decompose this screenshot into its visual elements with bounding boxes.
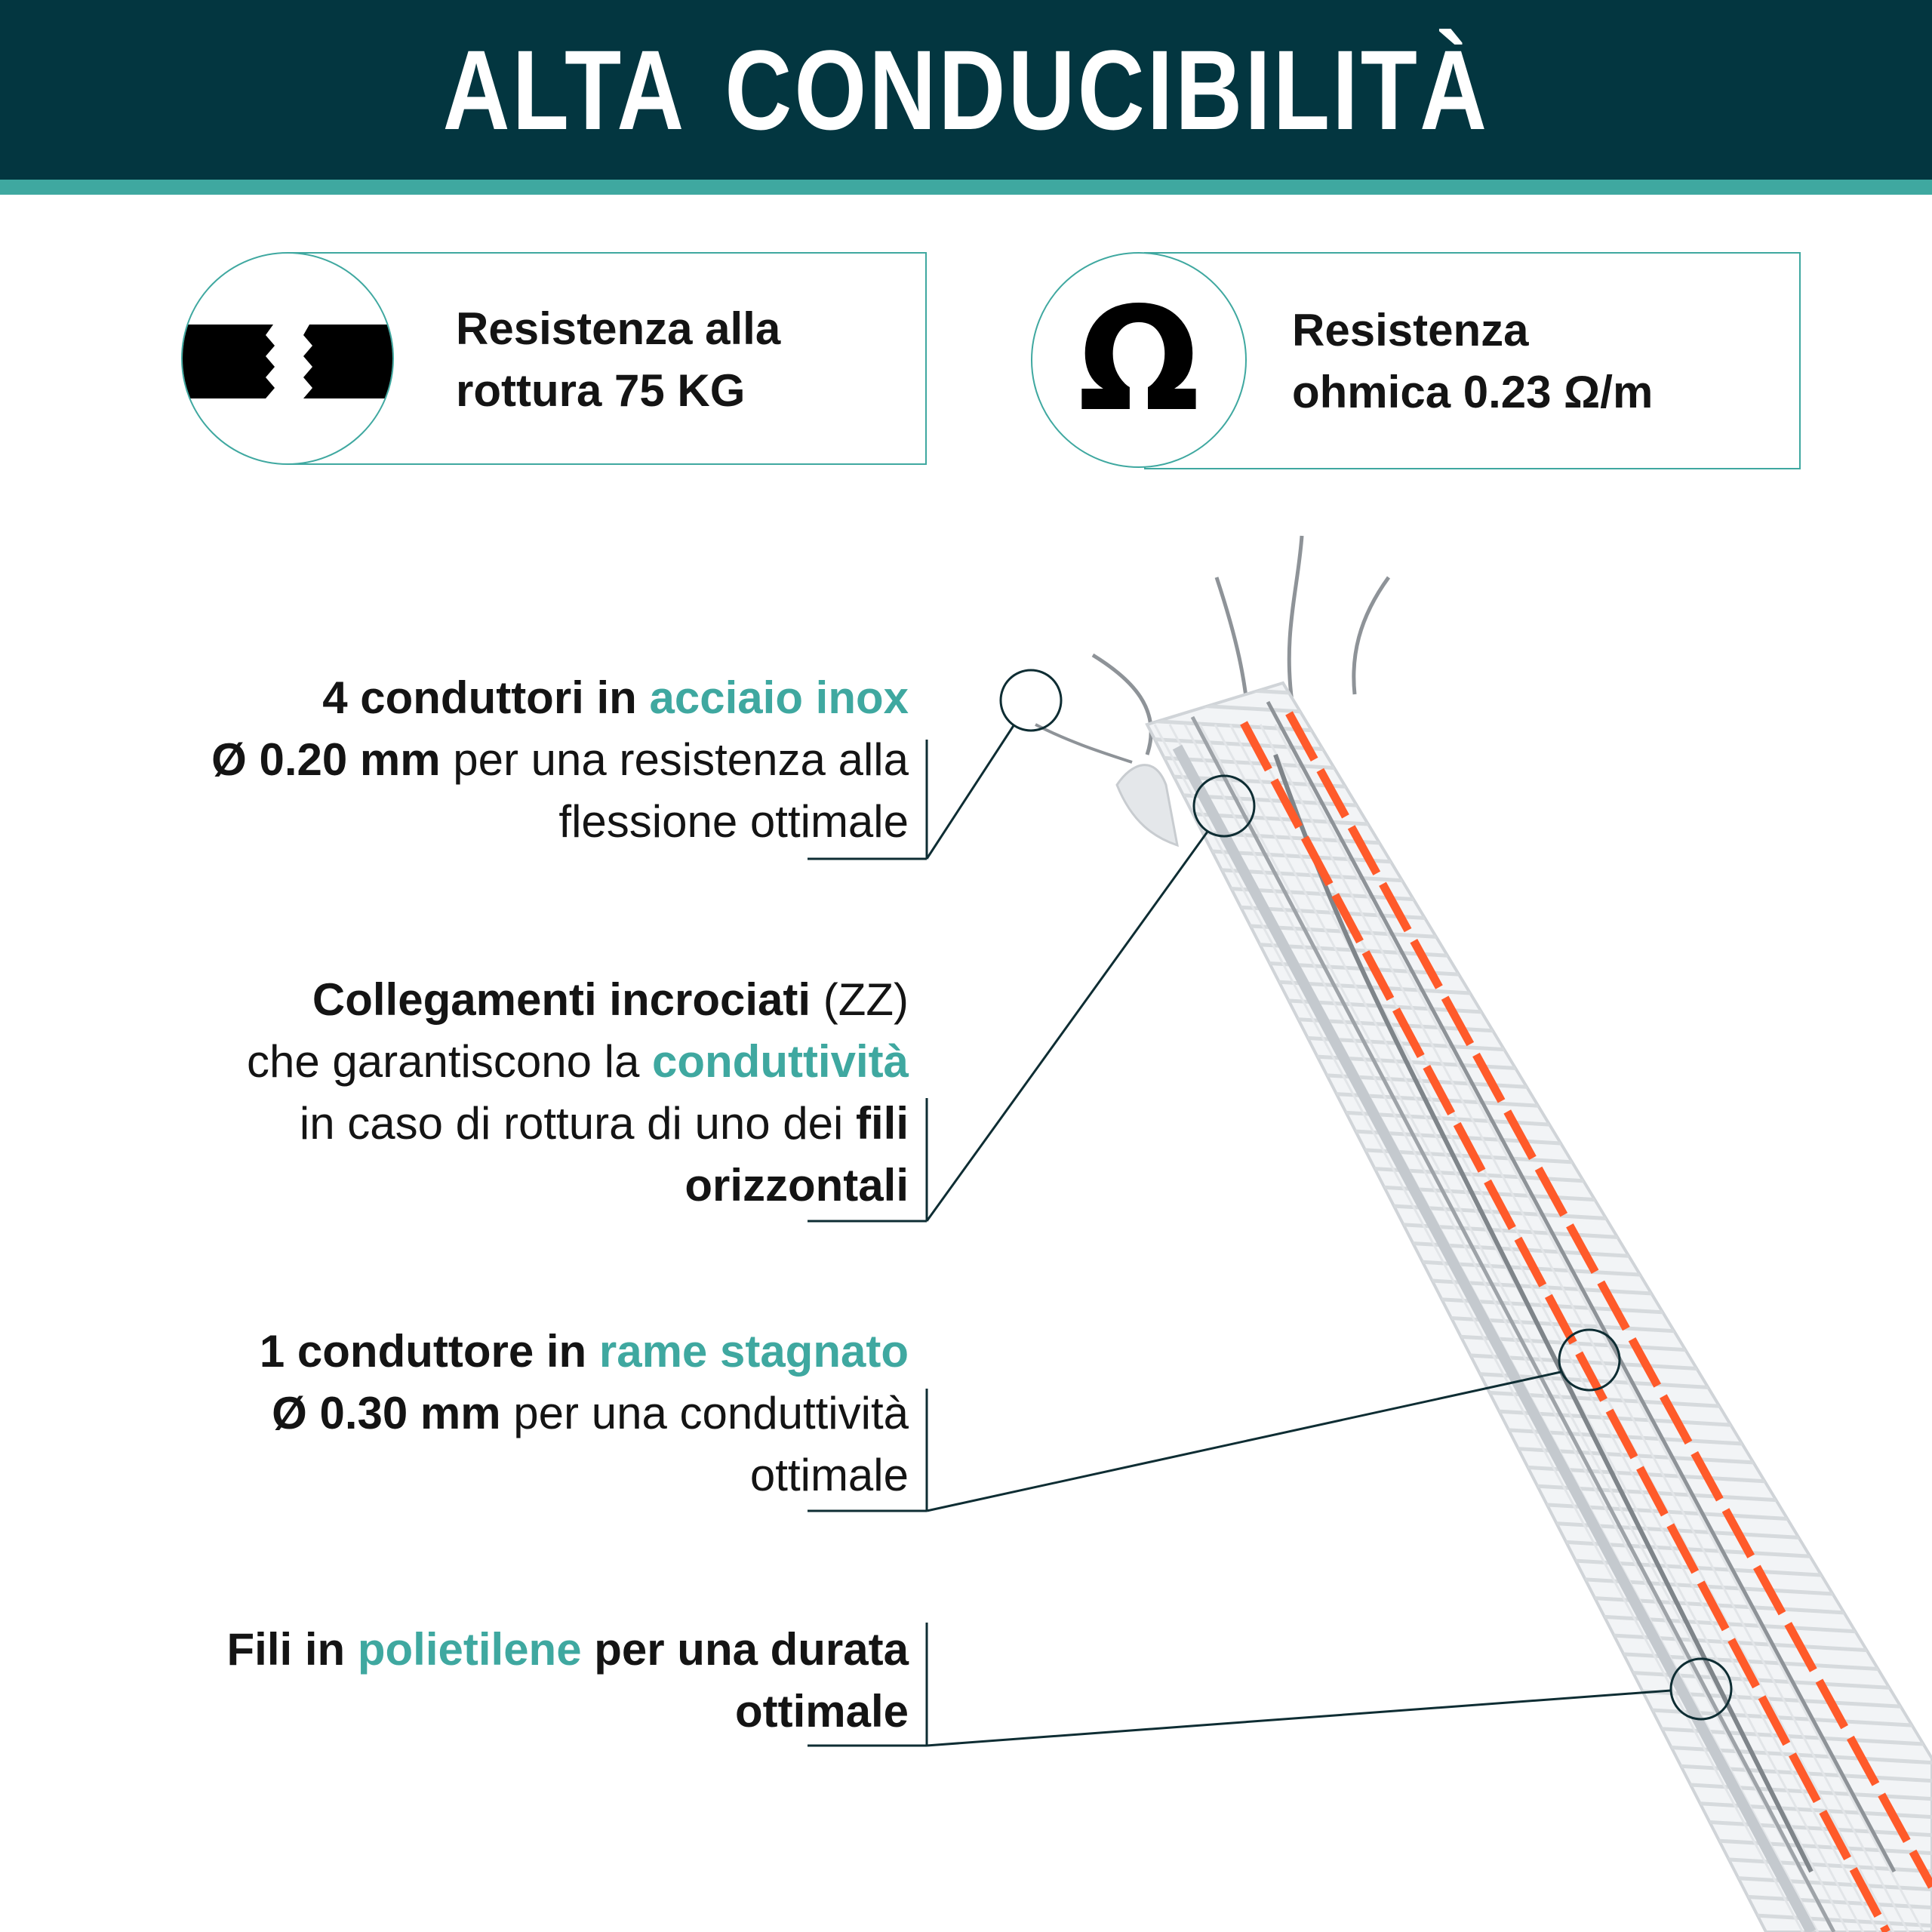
callout-text-segment: acciaio inox <box>649 672 909 723</box>
page-title: ALTA CONDUCIBILITÀ <box>442 26 1490 153</box>
callout-steel-conductors <box>211 667 909 853</box>
breaking-strength-line-2: rottura 75 KG <box>456 365 746 416</box>
callout-marker-1 <box>1001 670 1061 731</box>
callout-text-segment: rame stagnato <box>598 1326 909 1377</box>
breaking-strength-line-1: Resistenza alla <box>456 303 781 354</box>
callout-text-segment: 4 conduttori in <box>322 672 650 723</box>
callout-text-segment: ottimale <box>749 1450 909 1500</box>
callout-text-segment: in caso di rottura di uno dei <box>299 1098 856 1149</box>
callout-text-segment: polietilene <box>357 1624 582 1675</box>
loose-strand-4 <box>1354 577 1389 694</box>
callout-text-segment: Ø 0.20 mm <box>211 734 441 785</box>
callout-cross-links <box>247 969 909 1217</box>
callout-copper-conductor <box>260 1321 909 1506</box>
callout-text-segment: per una resistenza alla <box>440 734 909 785</box>
orange-stripe-1 <box>1244 723 1887 1932</box>
callout-text-segment: flessione ottimale <box>558 796 909 847</box>
callout-text-segment: per una conduttività <box>500 1388 909 1438</box>
frayed-end <box>1117 765 1177 845</box>
tape-edge-shadow <box>1177 747 1811 1932</box>
callout-text-segment: Ø 0.30 mm <box>272 1388 501 1438</box>
ohmic-resistance-line-2: ohmica 0.23 Ω/m <box>1292 367 1654 417</box>
loose-strand-5 <box>1035 724 1132 762</box>
callout-text-segment: conduttività <box>652 1036 909 1087</box>
callout-text-segment: ottimale <box>734 1686 909 1737</box>
callout-text-segment: per una durata <box>581 1624 909 1675</box>
omega-glyph: Ω <box>1078 276 1200 443</box>
ohmic-resistance-line-1: Resistenza <box>1292 305 1529 355</box>
loose-strand-1 <box>1093 655 1151 755</box>
callout-polyethylene-fibres <box>227 1619 909 1743</box>
callout-text-segment: Fili in <box>226 1624 358 1675</box>
callout-text-segment: (ZZ) <box>811 974 909 1025</box>
steel-wire-1 <box>1192 717 1834 1932</box>
tape-body <box>1147 683 1932 1932</box>
callout-text-segment: Collegamenti incrociati <box>312 974 811 1025</box>
callout-text-segment: 1 conduttore in <box>259 1326 599 1377</box>
loose-strand-3 <box>1289 536 1302 702</box>
callout-text-segment: fili <box>856 1098 909 1149</box>
callout-text-segment: orizzontali <box>685 1160 909 1211</box>
callout-text-segment: che garantiscono la <box>246 1036 652 1087</box>
